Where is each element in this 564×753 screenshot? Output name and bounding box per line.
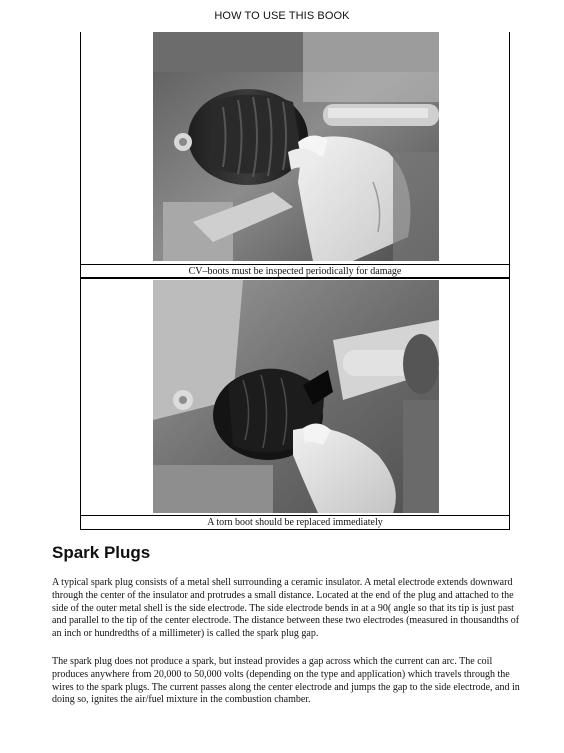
figure-cv-boot-inspection	[80, 32, 510, 278]
cv-boot-inspection-photo	[153, 32, 439, 261]
figure-caption: A torn boot should be replaced immediately	[81, 515, 509, 528]
running-header: HOW TO USE THIS BOOK	[214, 10, 350, 22]
torn-boot-photo	[153, 280, 439, 513]
figure-caption: CV–boots must be inspected periodically for damage	[81, 264, 509, 277]
body-paragraph: A typical spark plug consists of a metal shell surrounding a ceramic insulator. A metal electrode extends downward through the center of the insulator and protrudes a small distance. Located at the end of the plug and attached to the side of the outer metal shell is the side electrode. The side electrode bends in at a 90( angle so that its tip is just past and parallel to the tip of the center electrode. The distance between these two electrodes (measured in thousandths of an inch or hundredths of a millimeter) is called the spark plug gap.	[52, 577, 520, 640]
figure-torn-boot	[80, 278, 510, 530]
body-paragraph: The spark plug does not produce a spark, but instead provides a gap across which the current can arc. The coil produces anywhere from 20,000 to 50,000 volts (depending on the type and application) which travels through the wires to the spark plugs. The current passes along the center electrode and jumps the gap to the side electrode, and in doing so, ignites the air/fuel mixture in the combustion chamber.	[52, 656, 520, 706]
section-heading: Spark Plugs	[52, 543, 151, 562]
